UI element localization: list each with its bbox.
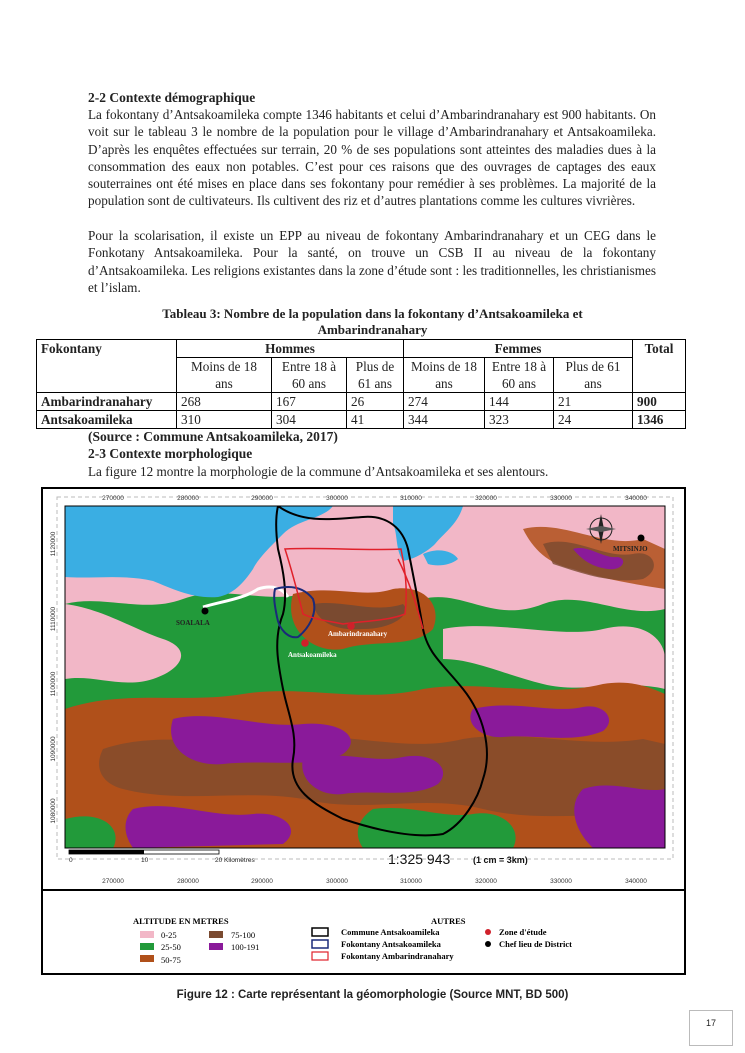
- x-tick-label: 270000: [102, 878, 124, 885]
- subheader-cell: Plus de 61 ans: [347, 358, 404, 393]
- legend-svg: [43, 891, 684, 973]
- y-axis-left: [50, 531, 57, 823]
- zone-etude-marker: [301, 639, 309, 647]
- section-title-demographique: 2-2 Contexte démographique: [88, 90, 256, 105]
- section-title-morphologique: 2-3 Contexte morphologique: [88, 446, 253, 461]
- legend-class-label: 75-100: [231, 930, 256, 940]
- terrain-100-191: [302, 755, 443, 794]
- mitsinjo-marker: [638, 535, 645, 542]
- legend-class-label: 100-191: [231, 942, 260, 952]
- x-tick-label: 290000: [251, 878, 273, 885]
- swatch-100-191: [209, 943, 223, 950]
- table-cell: 26: [347, 393, 404, 411]
- x-tick-label: 310000: [400, 878, 422, 885]
- scale-ten: 10: [141, 857, 149, 864]
- x-tick-label: 330000: [550, 878, 572, 885]
- paragraph-morphologie: La figure 12 montre la morphologie de la commune d’Antsakoamileka et ses alentours.: [88, 464, 549, 479]
- y-tick-label: 1080000: [50, 798, 57, 824]
- subheader-cell: Plus de 61 ans: [554, 358, 633, 393]
- subheader-cell: Entre 18 à 60 ans: [272, 358, 347, 393]
- x-tick-label: 320000: [475, 878, 497, 885]
- population-table: [36, 339, 686, 429]
- x-axis-bottom: [102, 878, 647, 885]
- table-cell: 344: [404, 411, 485, 429]
- page-number: 17: [689, 1010, 733, 1046]
- y-tick-label: 1090000: [50, 736, 57, 762]
- altitude-map: [43, 489, 684, 889]
- scale-zero: 0: [69, 857, 73, 864]
- scale-ratio: 1:325 943: [388, 851, 451, 867]
- paragraph-scolarisation: Pour la scolarisation, il existe un EPP au niveau de fokontany Ambarindranahary et un CEG dans le Fonkotany Antsakoamileka. Pour la santé, on trouve un CSB II au niveau de la fokontany d’Antsakoamileka. Les religions existantes dans la zone d’étude sont : les traditionnelles, les christianismes et l’islam.: [88, 228, 656, 295]
- chef-lieu-legend-marker: [485, 941, 491, 947]
- terrain-100-191: [574, 785, 665, 848]
- scale-bar: [69, 850, 255, 864]
- ambarindranahary-label: Ambarindranahary: [328, 630, 388, 638]
- map-frame: [41, 487, 686, 891]
- legend-class-label: 50-75: [161, 955, 181, 965]
- scale-twenty: 20 Kilomètres: [215, 857, 255, 864]
- x-tick-label: 340000: [625, 495, 647, 502]
- table-cell: 274: [404, 393, 485, 411]
- scale-note: (1 cm = 3km): [473, 855, 528, 865]
- x-axis-top: [102, 495, 647, 502]
- table-row: [37, 393, 686, 411]
- soalala-label: SOALALA: [176, 619, 210, 627]
- y-tick-label: 1100000: [50, 671, 57, 697]
- header-hommes: Hommes: [177, 340, 404, 358]
- x-tick-label: 340000: [625, 878, 647, 885]
- row-total: 1346: [633, 411, 686, 429]
- x-tick-label: 290000: [251, 495, 273, 502]
- table-cell: 310: [177, 411, 272, 429]
- row-total: 900: [633, 393, 686, 411]
- zone-etude-marker: [347, 622, 355, 630]
- table-cell: 144: [485, 393, 554, 411]
- terrain-100-191: [470, 705, 609, 737]
- swatch-50-75: [140, 955, 154, 962]
- table-cell: 304: [272, 411, 347, 429]
- subheader-cell: Moins de 18 ans: [404, 358, 485, 393]
- table-cell: 21: [554, 393, 633, 411]
- legend-fokontany-ambarindranahary: Fokontany Ambarindranahary: [341, 951, 454, 961]
- subheader-cell: Entre 18 à 60 ans: [485, 358, 554, 393]
- table-caption: Tableau 3: Nombre de la population dans la fokontany d’Antsakoamileka et Ambarindranahary: [162, 306, 583, 337]
- y-tick-label: 1120000: [50, 531, 57, 557]
- zone-etude-legend-marker: [485, 929, 491, 935]
- legend-chef-lieu: Chef lieu de District: [499, 939, 572, 949]
- table-cell: 268: [177, 393, 272, 411]
- antsakoamileka-label: Antsakoamileka: [288, 651, 337, 659]
- swatch-25-50: [140, 943, 154, 950]
- x-tick-label: 310000: [400, 495, 422, 502]
- map-legend: [41, 889, 686, 975]
- commune-swatch: [312, 928, 328, 936]
- x-tick-label: 280000: [177, 495, 199, 502]
- legend-class-label: 0-25: [161, 930, 177, 940]
- table-cell: 323: [485, 411, 554, 429]
- legend-commune: Commune Antsakoamileka: [341, 927, 440, 937]
- table-cell: 41: [347, 411, 404, 429]
- x-tick-label: 320000: [475, 495, 497, 502]
- x-tick-label: 330000: [550, 495, 572, 502]
- header-fokontany: Fokontany: [37, 340, 177, 393]
- y-tick-label: 1110000: [50, 606, 57, 632]
- x-tick-label: 300000: [326, 495, 348, 502]
- legend-zone-etude: Zone d'étude: [499, 927, 547, 937]
- legend-class-label: 25-50: [161, 942, 181, 952]
- table-source: (Source : Commune Antsakoamileka, 2017): [88, 429, 338, 444]
- altitude-legend-title: ALTITUDE EN METRES: [133, 916, 229, 926]
- table-row: [37, 411, 686, 429]
- legend-fokontany-antsakoamileka: Fokontany Antsakoamileka: [341, 939, 441, 949]
- x-tick-label: 300000: [326, 878, 348, 885]
- table-cell: 24: [554, 411, 633, 429]
- table-cell: 167: [272, 393, 347, 411]
- subheader-cell: Moins de 18 ans: [177, 358, 272, 393]
- fokontany-antsakoamileka-swatch: [312, 940, 328, 948]
- row-name: Antsakoamileka: [37, 411, 177, 429]
- fokontany-ambarindranahary-swatch: [312, 952, 328, 960]
- figure-caption: Figure 12 : Carte représentant la géomorphologie (Source MNT, BD 500): [176, 989, 569, 1001]
- soalala-marker: [202, 608, 209, 615]
- row-name: Ambarindranahary: [37, 393, 177, 411]
- swatch-75-100: [209, 931, 223, 938]
- mitsinjo-label: MITSINJO: [613, 545, 648, 553]
- x-tick-label: 280000: [177, 878, 199, 885]
- paragraph-demographie: La fokontany d’Antsakoamileka compte 1346 habitants et celui d’Ambarindranahary est 900 habitants. On voit sur le tableau 3 le nombre de la population pour le village d’Ambarindranahary et Antsakoamileka. D’après les enquêtes effectuées sur terrain, 20 % de ses populations sont atteintes des maladies dues à la consommation des eaux non potables. C’est pour ces raisons que des ouvrages de captages des eaux souterraines ont été mises en place dans ses fokontany pour remédier à ses problèmes. La majorité de la population sont de cultivateurs. Ils cultivent des riz et d’autres plantations comme les cultures vivrières.: [88, 107, 656, 209]
- autres-legend-title: AUTRES: [431, 916, 466, 926]
- header-total: Total: [633, 340, 686, 393]
- swatch-0-25: [140, 931, 154, 938]
- x-tick-label: 270000: [102, 495, 124, 502]
- header-femmes: Femmes: [404, 340, 633, 358]
